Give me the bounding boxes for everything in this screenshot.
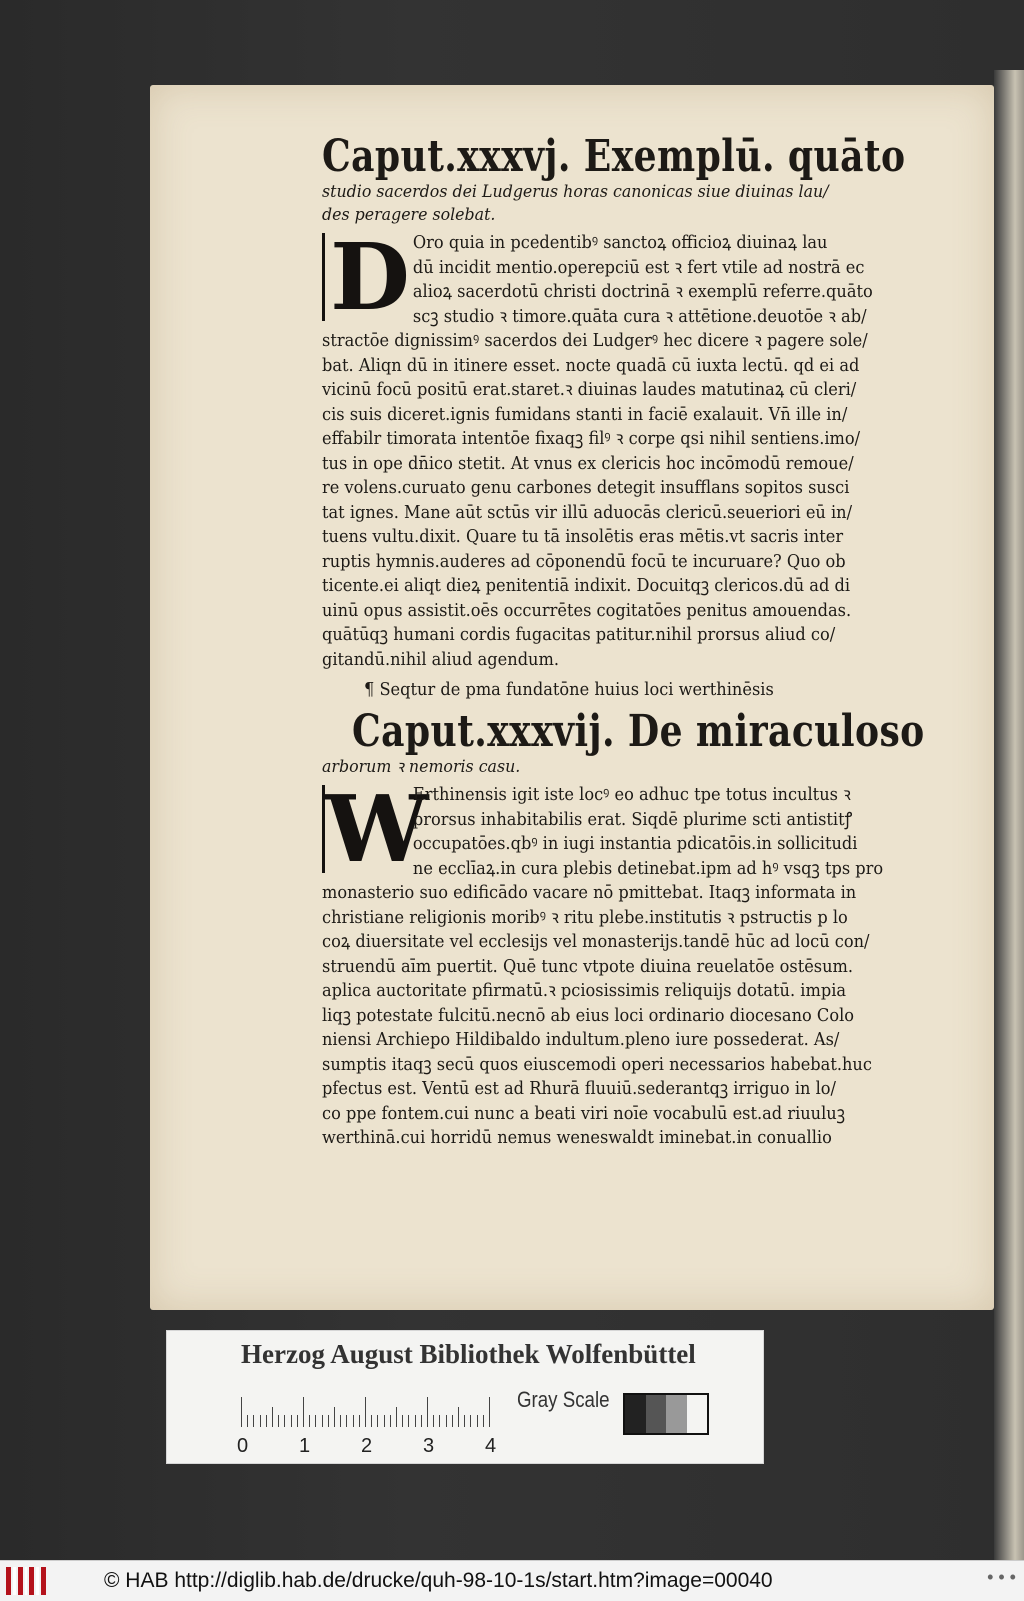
chapter-36-line-15: ticente.ei aliqt dieꝝ penitentiā indixit. Docuitqꝫ clericos.dū ad di <box>322 575 851 596</box>
ruler-tick <box>340 1415 341 1427</box>
chapter-37-line-10: liqꝫ potestate fulcitū.necnō ab eius loci ordinario diocesano Colo <box>322 1004 855 1026</box>
ruler-tick <box>439 1415 440 1427</box>
ruler-tick <box>291 1415 292 1427</box>
chapter-37-line-1: Erthinensis igit iste locꝰ eo adhuc tpe totus incultus ꝛ <box>412 784 851 805</box>
ruler-tick <box>390 1415 391 1427</box>
ruler-number: 3 <box>423 1435 435 1457</box>
ruler-tick <box>427 1397 428 1427</box>
chapter-36-line-9: effabilr timorata intentōe fixaqꝫ filꝰ ꝛ corpe qsi nihil sentiens.imo/ <box>322 428 861 449</box>
chapter-37-line-12: sumptis itaqꝫ secū quos eiuscemodi operi necessarios habebat.huc <box>322 1053 872 1075</box>
ruler-tick <box>315 1415 316 1427</box>
chapter-36-subtitle-line-2: des peragere solebat. <box>322 205 496 225</box>
chapter-37-lines <box>322 783 912 1151</box>
ruler-numbers <box>237 1435 517 1457</box>
ruler-tick <box>458 1407 459 1427</box>
dropcap-w: W <box>322 785 415 873</box>
chapter-37-heading: Caput.xxxvij. De miraculoso <box>352 706 925 757</box>
chapter-37-line-7: coꝝ diuersitate vel ecclesijs vel monasterijs.tandē hūc ad locū con/ <box>322 931 870 952</box>
ruler-tick <box>415 1415 416 1427</box>
ruler-tick <box>377 1415 378 1427</box>
chapter-36-line-13: tuens vultu.dixit. Quare tu tā insolētis eras mētis.vt sacris inter <box>322 526 844 547</box>
chapter-36-line-3: alioꝝ sacerdotū christi doctrinā ꝛ exemplū referre.quāto <box>412 281 873 302</box>
ruler-scale <box>241 1397 501 1427</box>
chapter-37-line-8: struendū aīm puertit. Quē tunc vtpote diuina reuelatōe ostēsum. <box>322 955 854 977</box>
ruler-tick <box>260 1415 261 1427</box>
ruler-tick <box>408 1415 409 1427</box>
chapter-37-subtitle: arborum ꝛ nemoris casu. <box>322 757 521 777</box>
ruler-tick <box>297 1415 298 1427</box>
ruler-number: 4 <box>485 1435 497 1457</box>
ruler-tick <box>384 1415 385 1427</box>
chapter-36-line-1: Oro quia in pcedentibꝰ sanctoꝝ officioꝝ diuinaꝝ lau <box>412 232 828 253</box>
ruler-tick <box>266 1415 267 1427</box>
chapter-37-line-9: aplica auctoritate pfirmatū.ꝛ pciosissimis reliquijs dotatū. impia <box>322 980 847 1001</box>
ruler-tick <box>477 1415 478 1427</box>
chapter-37-line-2: prorsus inhabitabilis erat. Siqdē plurime scti antistitꝭ <box>412 808 853 830</box>
chapter-36-line-12: tat ignes. Mane aūt sctūs vir illū aduocās clericū.seueriori eū in/ <box>322 501 853 523</box>
library-color-card <box>166 1330 764 1464</box>
ruler-tick <box>303 1397 304 1427</box>
chapter-36-line-11: re volens.curuato genu carbones detegit insufflans sopitos susci <box>322 477 850 498</box>
chapter-36-line-16: uinū opus assistit.oēs occurrētes cogitatōes penitus amouendas. <box>322 599 852 621</box>
chapter-36-body <box>322 223 912 672</box>
gray-swatch-dark <box>646 1395 667 1433</box>
ruler-tick <box>328 1415 329 1427</box>
ruler-tick <box>334 1407 335 1427</box>
chapter-36-line-5: stractōe dignissimꝰ sacerdos dei Ludgerꝰ hec dicere ꝛ pagere sole/ <box>322 330 868 351</box>
ruler-tick <box>359 1415 360 1427</box>
chapter-36-line-14: ruptis hymnis.auderes ad cōponendū focū te incuruare? Quo ob <box>322 550 846 572</box>
chapter-37-body <box>322 775 912 1151</box>
ruler-tick <box>309 1415 310 1427</box>
ruler-tick <box>284 1415 285 1427</box>
gray-swatch-black <box>625 1395 646 1433</box>
text-column <box>322 131 925 1151</box>
footer-more-icon: • • • <box>987 1567 1016 1587</box>
ruler-tick <box>253 1415 254 1427</box>
ruler-tick <box>396 1407 397 1427</box>
chapter-37-line-3: occupatōes.qbꝰ in iugi instantia pdicatōis.in sollicitudi <box>412 833 858 854</box>
adjacent-page-edge <box>994 70 1024 1560</box>
chapter-37-line-4: ne ecclīaꝝ.in cura plebis detinebat.ipm ad hꝰ vsqꝫ tps pro <box>412 857 884 879</box>
gray-swatch-mid <box>666 1395 687 1433</box>
ruler-tick <box>247 1415 248 1427</box>
gray-scale-swatches <box>623 1393 709 1435</box>
ruler-tick <box>470 1415 471 1427</box>
ruler-tick <box>353 1415 354 1427</box>
footer-bar <box>0 1560 1024 1601</box>
ruler-tick <box>241 1397 242 1427</box>
ruler-tick <box>346 1415 347 1427</box>
ruler-tick <box>402 1415 403 1427</box>
ruler-tick <box>365 1397 366 1427</box>
chapter-36-line-18: gitandū.nihil aliud agendum. <box>322 648 560 670</box>
chapter-37-line-5: monasterio suo edificādo vacare nō pmittebat. Itaqꝫ informata in <box>322 882 857 903</box>
ruler-tick <box>452 1415 453 1427</box>
footer-url-text: © HAB http://diglib.hab.de/drucke/quh-98-10-1s/start.htm?image=00040 <box>104 1569 773 1592</box>
ruler-number: 2 <box>361 1435 373 1457</box>
ruler-tick <box>464 1415 465 1427</box>
chapter-36-line-6: bat. Aliqn dū in itinere esset. nocte quadā cū iuxta lectū. qd ei ad <box>322 354 860 376</box>
ruler-tick <box>272 1407 273 1427</box>
ruler-number: 1 <box>299 1435 311 1457</box>
chapter-36-lines <box>322 231 912 672</box>
ruler-tick <box>421 1415 422 1427</box>
chapter-37-line-14: co ppe fontem.cui nunc a beati viri noīe vocabulū est.ad riuuluꝫ <box>322 1102 846 1124</box>
hab-logo-icon <box>6 1567 46 1595</box>
chapter-36-line-4: scꝫ studio ꝛ timore.quāta cura ꝛ attētione.deuotōe ꝛ ab/ <box>412 305 867 327</box>
book-page <box>150 85 994 1310</box>
gray-scale-label: Gray Scale <box>517 1387 610 1412</box>
dropcap-d: D <box>322 233 415 321</box>
ruler-tick <box>446 1415 447 1427</box>
chapter-36-line-10: tus in ope dn̄ico stetit. At vnus ex clericis hoc incōmodū remoue/ <box>322 452 854 474</box>
chapter-36-line-7: vicinū focū positū erat.staret.ꝛ diuinas laudes matutinaꝝ cū cleri/ <box>322 379 857 400</box>
chapter-37-line-13: pfectus est. Ventū est ad Rhurā fluuiū.sederantqꝫ irriguo in lo/ <box>322 1078 836 1099</box>
chapter-37-line-11: niensi Archiepo Hildibaldo indultum.pleno iure possederat. As/ <box>322 1029 840 1050</box>
ruler-number: 0 <box>237 1435 249 1457</box>
chapter-36-line-17: quātūqꝫ humani cordis fugacitas patitur.nihil prorsus aliud co/ <box>322 624 836 645</box>
ruler-tick <box>371 1415 372 1427</box>
chapter-36-line-8: cis suis diceret.ignis fumidans stanti in faciē exalauit. Vn̄ ille in/ <box>322 403 848 425</box>
ruler-tick <box>489 1397 490 1427</box>
chapter-36-line-2: dū incidit mentio.operepciū est ꝛ fert vtile ad nostrā ec <box>412 256 865 278</box>
ruler-tick <box>483 1415 484 1427</box>
gray-swatch-white <box>687 1395 708 1433</box>
sequitur-rubric: ¶ Seqtur de pma fundatōne huius loci werthinēsis <box>364 679 774 700</box>
ruler-tick <box>433 1415 434 1427</box>
chapter-37-line-6: christiane religionis moribꝰ ꝛ ritu plebe.institutis ꝛ pstructis p lo <box>322 906 848 928</box>
library-title: Herzog August Bibliothek Wolfenbüttel <box>241 1339 696 1369</box>
chapter-36-heading: Caput.xxxvj. Exemplū. quāto <box>322 131 906 182</box>
ruler-tick <box>278 1415 279 1427</box>
chapter-37-line-15: werthinā.cui horridū nemus weneswaldt iminebat.in conuallio <box>322 1127 832 1148</box>
ruler-tick <box>322 1415 323 1427</box>
chapter-36-subtitle-line-1: studio sacerdos dei Ludgerus horas canonicas siue diuinas lau/ <box>322 182 829 202</box>
